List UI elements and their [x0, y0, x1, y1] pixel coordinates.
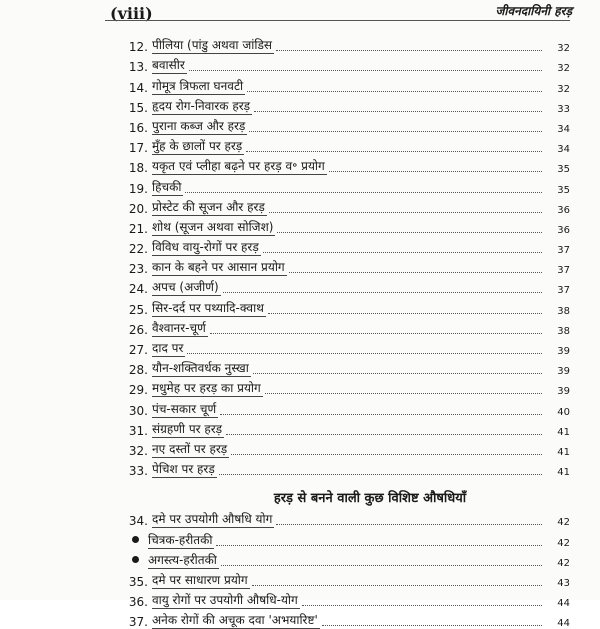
- entry-page-number: 40: [557, 406, 570, 418]
- entry-page-number: 35: [557, 184, 570, 196]
- entry-page-number: 41: [557, 426, 570, 438]
- entry-number: 30.: [128, 403, 148, 418]
- dot-leader: [246, 151, 542, 152]
- entry-title: यकृत एवं प्लीहा बढ़ने पर हरड़ व॰ प्रयोग: [152, 159, 325, 174]
- entry-number: 26.: [128, 322, 148, 337]
- entry-title: हृदय रोग-निवारक हरड़: [152, 98, 251, 113]
- entry-title: वायु रोगों पर उपयोगी औषधि-योग: [152, 593, 298, 608]
- entry-page-number: 32: [557, 63, 570, 75]
- entry-title: सिर-दर्द पर पथ्यादि-क्वाथ: [152, 300, 264, 315]
- entry-title: दाद पर: [152, 341, 184, 355]
- entry-title: संग्रहणी पर हरड़: [152, 421, 223, 436]
- entry-title: दमे पर उपयोगी औषधि योग: [152, 512, 273, 527]
- entry-number: 24.: [128, 282, 148, 297]
- entry-number: 29.: [128, 383, 148, 398]
- toc-entry: [110, 54, 570, 74]
- dot-leader: [252, 585, 542, 586]
- entry-number: 16.: [128, 120, 148, 135]
- entry-title: नए दस्तों पर हरड़: [152, 441, 228, 456]
- toc-entry: [110, 609, 570, 629]
- entry-title: चित्रक-हरीतकी: [148, 532, 213, 547]
- entry-number: 37.: [128, 615, 148, 629]
- entry-number: 13.: [128, 60, 148, 75]
- entry-title: यौन-शक्तिवर्धक नुस्खा: [152, 361, 249, 376]
- entry-page-number: 34: [557, 144, 570, 156]
- entry-page-number: 38: [557, 325, 570, 337]
- entry-page-number: 36: [557, 224, 570, 236]
- toc-entry: [110, 256, 570, 276]
- dot-leader: [329, 171, 542, 172]
- dot-leader: [221, 565, 542, 566]
- entry-title: मुँह के छालों पर हरड़: [152, 139, 243, 154]
- entry-number: 23.: [128, 262, 148, 277]
- entry-number: 20.: [128, 201, 148, 216]
- dot-leader: [268, 313, 542, 314]
- entry-page-number: 32: [557, 83, 570, 95]
- dot-leader: [249, 131, 542, 132]
- toc-entry: [110, 458, 570, 478]
- dot-leader: [185, 192, 542, 193]
- entry-number: 18.: [128, 161, 148, 176]
- entry-number: 28.: [128, 363, 148, 378]
- entry-number: 27.: [128, 343, 148, 357]
- entry-title: दमे पर साधारण प्रयोग: [152, 572, 248, 587]
- toc-entries: [110, 34, 570, 478]
- entry-number: 15.: [128, 100, 148, 115]
- entry-number: 34.: [128, 514, 148, 529]
- entry-page-number: 33: [557, 103, 570, 115]
- toc-entry: [110, 508, 570, 528]
- entry-page-number: 37: [557, 285, 570, 297]
- toc-entry: [110, 549, 570, 569]
- toc-entry: [110, 589, 570, 609]
- entry-page-number: 37: [557, 265, 570, 277]
- entry-number: 31.: [128, 423, 148, 438]
- dot-leader: [276, 50, 542, 51]
- entry-page-number: 43: [557, 577, 570, 589]
- entry-page-number: 42: [557, 557, 570, 569]
- dot-leader: [216, 545, 542, 546]
- entry-page-number: 32: [557, 43, 570, 55]
- entry-page-number: 38: [557, 305, 570, 317]
- toc-entry: [110, 236, 570, 256]
- dot-leader: [223, 292, 542, 293]
- dot-leader: [220, 414, 542, 415]
- entry-number: 36.: [128, 595, 148, 610]
- entry-page-number: 41: [557, 467, 570, 479]
- dot-leader: [187, 353, 542, 354]
- toc-entry: [110, 196, 570, 216]
- dot-leader: [253, 373, 542, 374]
- entry-number: 22.: [128, 242, 148, 257]
- entry-title: पेचिश पर हरड़: [152, 462, 215, 477]
- entry-title: अगस्त्य-हरीतकी: [148, 552, 217, 567]
- entry-number: 35.: [128, 574, 148, 589]
- entry-title: बवासीर: [152, 58, 185, 73]
- entry-page-number: 37: [557, 245, 570, 257]
- entry-page-number: 44: [557, 618, 570, 629]
- toc-section-entries: [110, 508, 570, 629]
- dot-leader: [254, 111, 542, 112]
- toc-entry: [110, 357, 570, 377]
- entry-page-number: 42: [557, 517, 570, 529]
- dot-leader: [265, 393, 542, 394]
- bullet-icon: [110, 555, 148, 569]
- entry-number: 17.: [128, 141, 148, 156]
- toc-entry: [110, 216, 570, 236]
- toc-entry: [110, 296, 570, 316]
- entry-number: 33.: [128, 464, 148, 479]
- toc-entry: [110, 528, 570, 548]
- dot-leader: [302, 605, 542, 606]
- table-of-contents: [110, 34, 570, 629]
- entry-number: 32.: [128, 443, 148, 458]
- dot-leader: [322, 625, 542, 626]
- entry-title: वैश्वानर-चूर्ण: [152, 320, 206, 335]
- dot-leader: [289, 272, 542, 273]
- dot-leader: [277, 232, 542, 233]
- dot-leader: [226, 434, 542, 435]
- dot-leader: [276, 524, 542, 525]
- entry-page-number: 39: [557, 346, 570, 357]
- toc-entry: [110, 34, 570, 54]
- bullet-icon: [110, 535, 148, 549]
- entry-number: 19.: [128, 181, 148, 196]
- dot-leader: [189, 70, 542, 71]
- dot-leader: [247, 91, 542, 92]
- page-number-roman: (viii): [110, 4, 153, 23]
- header-rule: [105, 20, 570, 21]
- toc-entry: [110, 276, 570, 296]
- toc-entry: [110, 438, 570, 458]
- entry-number: 12.: [128, 40, 148, 55]
- entry-title: हिचकी: [152, 179, 182, 194]
- dot-leader: [210, 333, 542, 334]
- entry-title: मधुमेह पर हरड़ का प्रयोग: [152, 381, 261, 396]
- entry-title: प्रोस्टेट की सूजन और हरड़: [152, 199, 265, 214]
- entry-title: पंच-सकार चूर्ण: [152, 401, 217, 416]
- dot-leader: [269, 212, 542, 213]
- entry-number: 21.: [128, 221, 148, 236]
- toc-entry: [110, 135, 570, 155]
- toc-entry: [110, 74, 570, 94]
- entry-page-number: 39: [557, 366, 570, 378]
- toc-entry: [110, 317, 570, 337]
- entry-title: विविध वायु-रोगों पर हरड़: [152, 240, 259, 255]
- entry-number: 14.: [128, 80, 148, 95]
- entry-title: गोमूत्र त्रिफला घनवटी: [152, 78, 244, 93]
- toc-entry: [110, 155, 570, 175]
- toc-entry: [110, 397, 570, 417]
- entry-page-number: 39: [557, 386, 570, 398]
- entry-page-number: 35: [557, 164, 570, 176]
- entry-title: कान के बहने पर आसान प्रयोग: [152, 260, 285, 275]
- toc-entry: [110, 95, 570, 115]
- entry-title: पीलिया (पांडु अथवा जांडिस: [152, 38, 272, 53]
- entry-title: अपच (अजीर्ण): [152, 280, 219, 295]
- entry-title: शोथ (सूजन अथवा सोजिश): [152, 219, 274, 234]
- running-title: जीवनदायिनी हरड़: [495, 4, 572, 18]
- entry-page-number: 44: [557, 598, 570, 610]
- dot-leader: [231, 454, 542, 455]
- toc-entry: [110, 175, 570, 195]
- section-heading: हरड़ से बनने वाली कुछ विशिष्ट औषधियाँ: [273, 491, 467, 507]
- toc-entry: [110, 115, 570, 135]
- dot-leader: [219, 474, 542, 475]
- toc-entry: [110, 418, 570, 438]
- entry-page-number: 36: [557, 204, 570, 216]
- entry-page-number: 34: [557, 123, 570, 135]
- toc-entry: [110, 377, 570, 397]
- toc-entry: [110, 337, 570, 357]
- toc-entry: [110, 569, 570, 589]
- dot-leader: [263, 252, 542, 253]
- entry-page-number: 42: [557, 537, 570, 549]
- entry-title: अनेक रोगों की अचूक दवा 'अभयारिष्ट': [152, 613, 318, 628]
- entry-page-number: 41: [557, 446, 570, 458]
- entry-number: 25.: [128, 302, 148, 317]
- entry-title: पुराना कब्ज और हरड़: [152, 118, 246, 133]
